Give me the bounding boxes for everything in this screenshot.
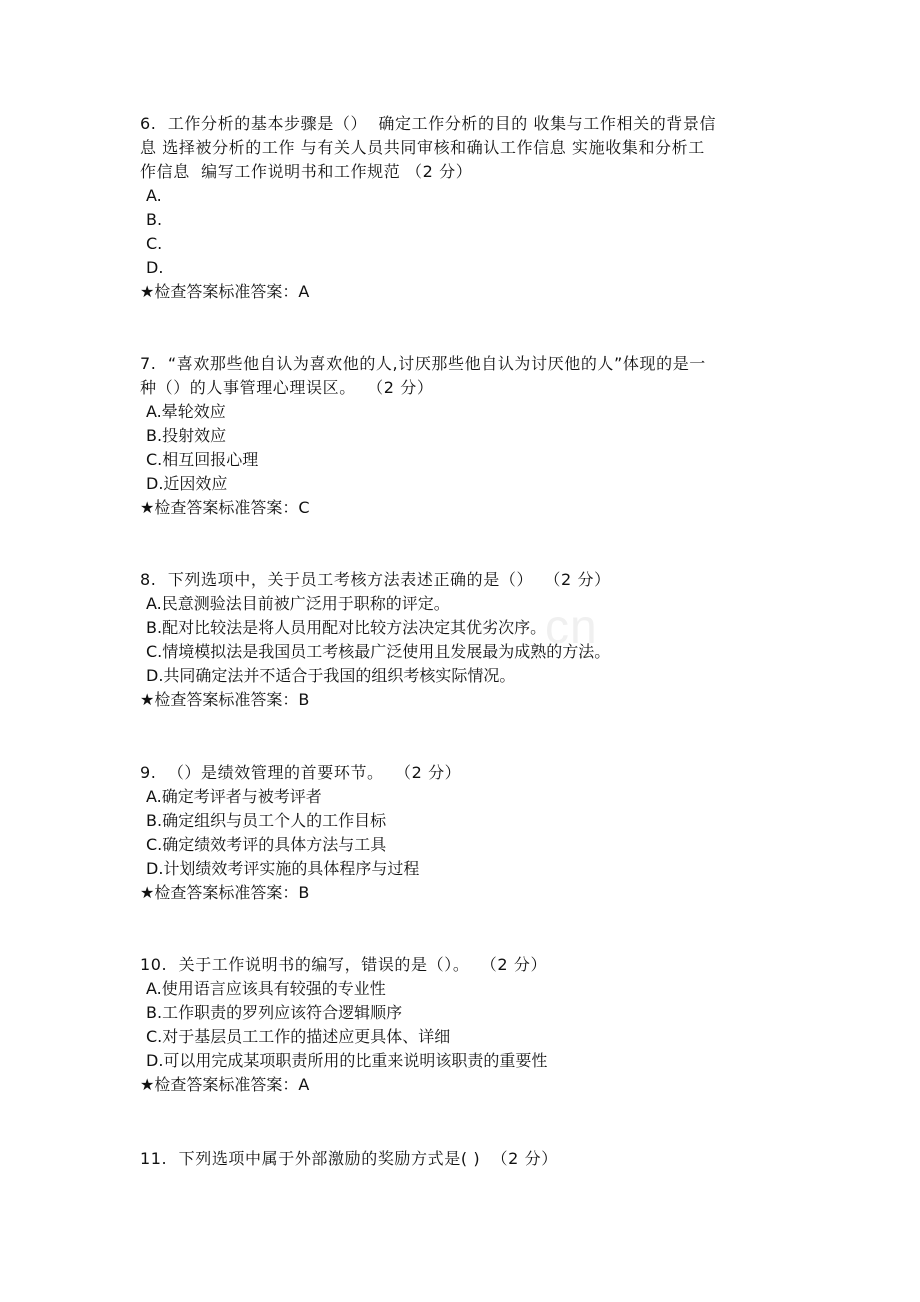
- option-d: D.可以用完成某项职责所用的比重来说明该职责的重要性: [146, 1051, 548, 1070]
- question-stem-line: 9. （）是绩效管理的首要环节。 （2 分）: [140, 763, 462, 782]
- question-stem-line: 8. 下列选项中，关于员工考核方法表述正确的是（） （2 分）: [140, 570, 611, 589]
- answer-line: ★检查答案标准答案：B: [140, 883, 310, 902]
- answer-line: ★检查答案标准答案：A: [140, 282, 310, 301]
- option-a: A.使用语言应该具有较强的专业性: [146, 979, 386, 998]
- option-b: B.工作职责的罗列应该符合逻辑顺序: [146, 1003, 403, 1022]
- option-a: A.: [146, 186, 162, 205]
- option-b: B.配对比较法是将人员用配对比较方法决定其优劣次序。: [146, 618, 547, 637]
- question-7: [140, 352, 790, 520]
- question-8: [140, 568, 790, 712]
- question-6: [140, 112, 790, 304]
- option-c: C.: [146, 234, 163, 253]
- option-a: A.晕轮效应: [146, 402, 226, 421]
- watermark-text: cn: [545, 601, 598, 654]
- question-stem-line: 种（）的人事管理心理误区。 （2 分）: [140, 378, 434, 397]
- option-b: B.: [146, 210, 163, 229]
- question-stem-line: 作信息 编写工作说明书和工作规范 （2 分）: [140, 162, 473, 181]
- option-c: C.相互回报心理: [146, 450, 259, 469]
- option-b: B.投射效应: [146, 426, 227, 445]
- option-c: C.确定绩效考评的具体方法与工具: [146, 835, 387, 854]
- question-11: [140, 1147, 790, 1171]
- answer-line: ★检查答案标准答案：B: [140, 690, 310, 709]
- question-stem-line: 息 选择被分析的工作 与有关人员共同审核和确认工作信息 实施收集和分析工: [140, 138, 705, 157]
- question-10: [140, 953, 790, 1097]
- option-d: D.计划绩效考评实施的具体程序与过程: [146, 859, 420, 878]
- option-a: A.确定考评者与被考评者: [146, 787, 322, 806]
- question-stem-line: 7. “喜欢那些他自认为喜欢他的人,讨厌那些他自认为讨厌他的人”体现的是一: [140, 354, 706, 373]
- option-b: B.确定组织与员工个人的工作目标: [146, 811, 387, 830]
- question-stem-line: 10. 关于工作说明书的编写，错误的是（）。 （2 分）: [140, 955, 548, 974]
- option-a: A.民意测验法目前被广泛用于职称的评定。: [146, 594, 450, 613]
- option-c: C.情境模拟法是我国员工考核最广泛使用且发展最为成熟的方法。: [146, 642, 611, 661]
- option-c: C.对于基层员工工作的描述应更具体、详细: [146, 1027, 451, 1046]
- answer-line: ★检查答案标准答案：C: [140, 498, 310, 517]
- option-d: D.共同确定法并不适合于我国的组织考核实际情况。: [146, 666, 516, 685]
- question-stem-line: 6. 工作分析的基本步骤是（） 确定工作分析的目的 收集与工作相关的背景信: [140, 114, 717, 133]
- option-d: D.近因效应: [146, 474, 228, 493]
- question-9: [140, 761, 790, 905]
- option-d: D.: [146, 258, 164, 277]
- answer-line: ★检查答案标准答案：A: [140, 1075, 310, 1094]
- question-stem-line: 11. 下列选项中属于外部激励的奖励方式是( ) （2 分）: [140, 1149, 558, 1168]
